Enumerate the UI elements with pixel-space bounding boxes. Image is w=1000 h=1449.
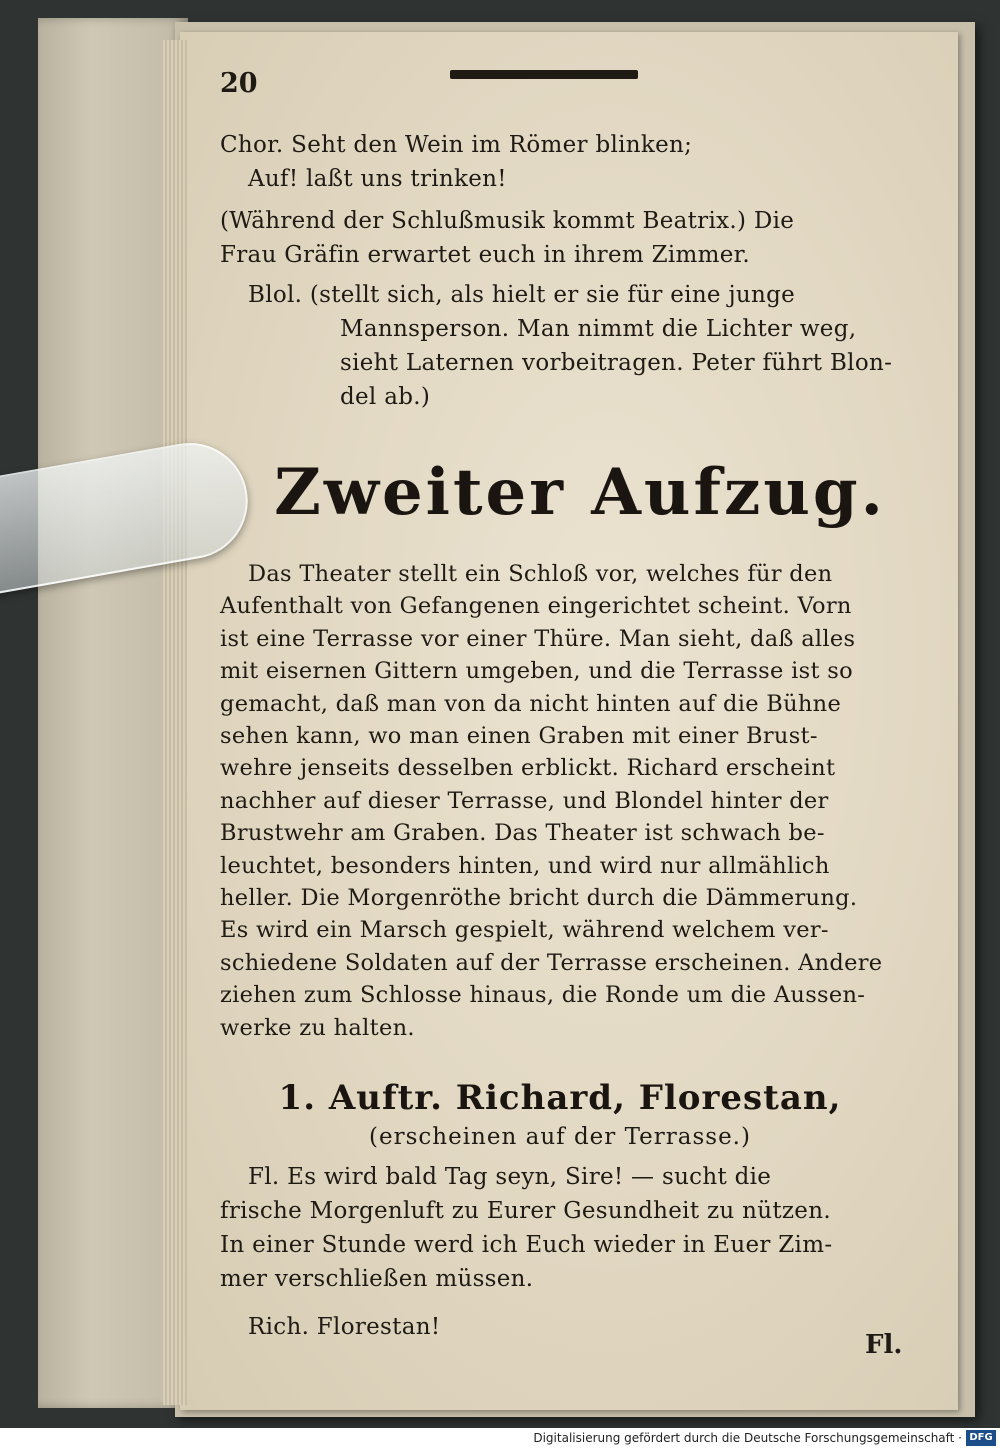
text-line: In einer Stunde werd ich Euch wieder in Euer Zim-	[220, 1232, 833, 1258]
scene-subtitle: (erscheinen auf der Terrasse.)	[369, 1124, 751, 1150]
text-line: sieht Laternen vorbeitragen. Peter führt Blon-	[340, 350, 893, 376]
text-line: frische Morgenluft zu Eurer Gesundheit zu nützen.	[220, 1198, 831, 1224]
stage-direction	[220, 558, 900, 1044]
text-line: Aufenthalt von Gefangenen eingerichtet scheint. Vorn	[220, 593, 852, 620]
text-line: ist eine Terrasse vor einer Thüre. Man sieht, daß alles	[220, 625, 856, 652]
text-line: sehen kann, wo man einen Graben mit einer Brust-	[220, 723, 818, 750]
text-line: schiedene Soldaten auf der Terrasse erscheinen. Andere	[220, 949, 883, 976]
text-block-chorus	[220, 128, 900, 414]
dfg-logo: DFG	[966, 1430, 996, 1446]
text-line: werke zu halten.	[220, 1014, 415, 1041]
page-number: 20	[220, 68, 258, 99]
text-line: (Während der Schlußmusik kommt Beatrix.) Die	[220, 208, 795, 234]
scene-title: 1. Auftr. Richard, Florestan,	[278, 1078, 842, 1118]
dialogue-block	[220, 1160, 900, 1344]
page-edge	[163, 40, 187, 1405]
header-rule	[450, 70, 638, 79]
text-line: Brustwehr am Graben. Das Theater ist schwach be-	[220, 820, 825, 847]
footer-bar	[0, 1428, 1000, 1449]
text-line: gemacht, daß man von da nicht hinten auf die Bühne	[220, 690, 842, 717]
text-line: ziehen zum Schlosse hinaus, die Ronde um die Aussen-	[220, 982, 866, 1009]
text-line: del ab.)	[340, 384, 431, 410]
text-line: Fl. Es wird bald Tag seyn, Sire! — sucht die	[248, 1164, 772, 1190]
text-line: mer verschließen müssen.	[220, 1266, 534, 1292]
text-line: Es wird ein Marsch gespielt, während welchem ver-	[220, 917, 829, 944]
text-line: heller. Die Morgenröthe bricht durch die Dämmerung.	[220, 885, 858, 912]
text-line: Mannsperson. Man nimmt die Lichter weg,	[340, 316, 857, 342]
text-line: Rich. Florestan!	[248, 1314, 441, 1340]
text-line: Auf! laßt uns trinken!	[248, 166, 507, 192]
text-line: leuchtet, besonders hinten, und wird nur allmählich	[220, 852, 830, 879]
text-line: Frau Gräfin erwartet euch in ihrem Zimmer.	[220, 242, 751, 268]
footer-credit: Digitalisierung gefördert durch die Deutsche Forschungsgemeinschaft ·	[533, 1431, 962, 1445]
text-line: wehre jenseits desselben erblickt. Richard erscheint	[220, 755, 836, 782]
catchword: Fl.	[865, 1330, 903, 1360]
act-heading: Zweiter Aufzug.	[274, 455, 886, 530]
text-line: nachher auf dieser Terrasse, und Blondel hinter der	[220, 787, 829, 814]
text-line: mit eisernen Gittern umgeben, und die Terrasse ist so	[220, 658, 853, 685]
text-line: Chor. Seht den Wein im Römer blinken;	[220, 132, 693, 158]
text-line: Das Theater stellt ein Schloß vor, welches für den	[248, 561, 833, 587]
text-line: Blol. (stellt sich, als hielt er sie für eine junge	[248, 282, 796, 308]
